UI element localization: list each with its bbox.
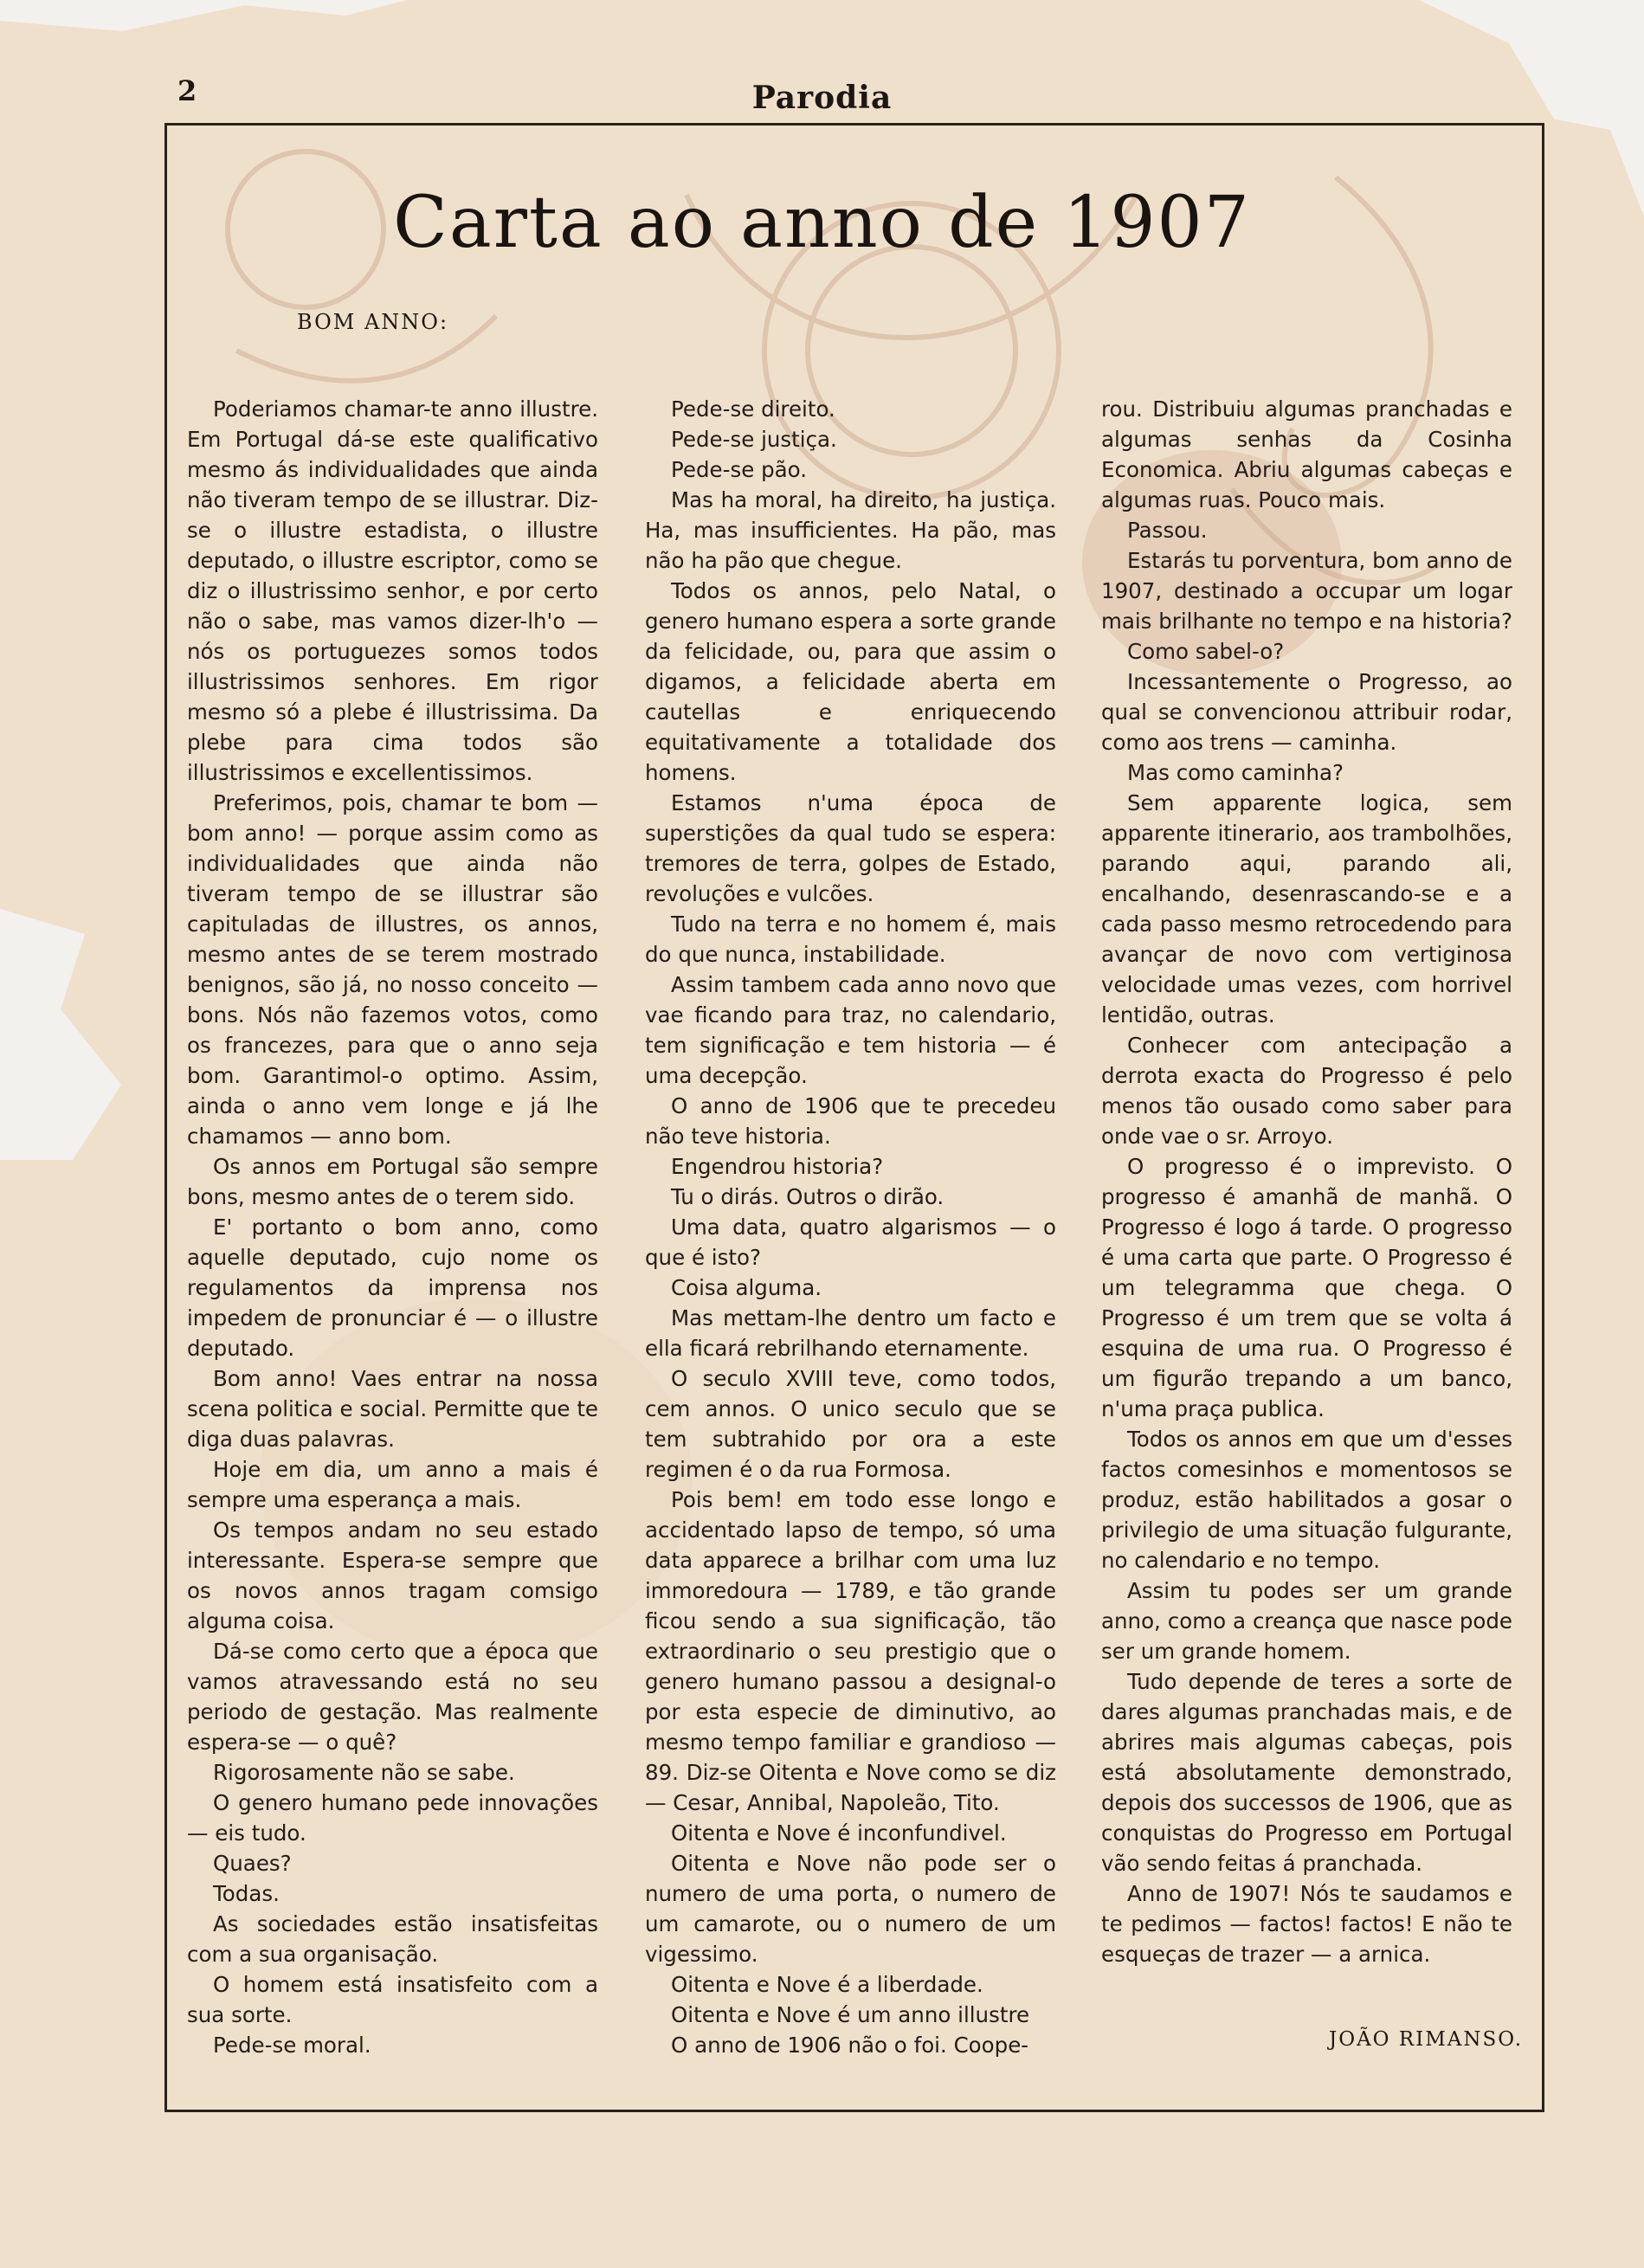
salutation: BOM ANNO:	[297, 310, 449, 334]
paragraph: Tudo na terra e no homem é, mais do que nunca, instabilidade.	[645, 912, 1056, 967]
torn-edge	[0, 0, 407, 52]
paragraph: rou. Distribuiu algumas pranchadas e algumas senhas da Cosinha Economica. Abriu algumas cabeças e algumas ruas. Pouco mais.	[1101, 396, 1512, 512]
author-signature: JOÃO RIMANSO.	[1329, 2028, 1524, 2051]
paragraph: Os annos em Portugal são sempre bons, mesmo antes de o terem sido.	[187, 1154, 598, 1209]
paragraph: O anno de 1906 que te precedeu não teve historia.	[645, 1093, 1056, 1149]
paragraph: O genero humano pede innovações — eis tudo.	[187, 1790, 598, 1846]
paragraph: Assim tambem cada anno novo que vae ficando para traz, no calendario, tem significação e tem historia — é uma decepção.	[645, 972, 1056, 1088]
paragraph: Conhecer com antecipação a derrota exacta do Progresso é pelo menos tão ousado como saber para onde vae o sr. Arroyo.	[1101, 1033, 1512, 1149]
paragraph: Incessantemente o Progresso, ao qual se convencionou attribuir rodar, como aos trens — caminha.	[1101, 669, 1512, 755]
paragraph: O homem está insatisfeito com a sua sorte.	[187, 1972, 598, 2027]
paragraph: Mas ha moral, ha direito, ha justiça. Ha, mas insufficientes. Ha pão, mas não ha pão que chegue.	[645, 487, 1056, 573]
paragraph: Quaes?	[213, 1851, 292, 1876]
paragraph: Oitenta e Nove não pode ser o numero de uma porta, o numero de um camarote, ou o numero de um vigessimo.	[645, 1851, 1056, 1967]
paragraph: O progresso é o imprevisto. O progresso é amanhã de manhã. O Progresso é logo á tarde. O progresso é uma carta que parte. O Progresso é um telegramma que chega. O Progresso é um trem que se volta á esquina de uma rua. O Progresso é um figurão trepando a um banco, n'uma praça publica.	[1101, 1154, 1512, 1421]
text-column-3	[1101, 394, 1512, 1969]
paragraph: Mas mettam-lhe dentro um facto e ella ficará rebrilhando eternamente.	[645, 1305, 1056, 1361]
page-number: 2	[177, 74, 197, 107]
paragraph: Estamos n'uma época de superstições da qual tudo se espera: tremores de terra, golpes de Estado, revoluções e vulcões.	[645, 790, 1056, 906]
journal-title: Parodia	[751, 80, 893, 116]
paragraph: E' portanto o bom anno, como aquelle deputado, cujo nome os regulamentos da imprensa nos impedem de pronunciar é — o illustre deputado.	[187, 1215, 598, 1361]
paragraph: Tudo depende de teres a sorte de dares algumas pranchadas mais, e de abrires mais algumas cabeças, pois está absolutamente demonstrado, depois dos successos de 1906, que as conquistas do Progresso em Portugal vão sendo feitas á pranchada.	[1101, 1669, 1512, 1876]
paragraph: Mas como caminha?	[1127, 760, 1344, 785]
paragraph: Todos os annos, pelo Natal, o genero humano espera a sorte grande da felicidade, ou, para que assim o digamos, a felicidade aberta em cautellas e enriquecendo equitativamente a totalidade dos homens.	[645, 578, 1056, 785]
paragraph: Anno de 1907! Nós te saudamos e te pedimos — factos! factos! E não te esqueças de trazer — a arnica.	[1101, 1881, 1512, 1967]
text-column-1	[187, 394, 598, 2060]
paragraph: Coisa alguma.	[671, 1275, 822, 1300]
paragraph: Sem apparente logica, sem apparente itinerario, aos trambolhões, parando aqui, parando ali, encalhando, desenrascando-se e a cada passo mesmo retrocedendo para avançar de novo com vertiginosa velocidade umas vezes, com horrivel lentidão, outras.	[1101, 790, 1512, 1028]
paragraph: Passou.	[1127, 518, 1208, 543]
paragraph: Preferimos, pois, chamar te bom — bom anno! — porque assim como as individualidades que ainda não tiveram tempo de se illustrar são capituladas de illustres, os annos, mesmo antes de se terem mostrado benignos, são já, no nosso conceito — bons. Nós não fazemos votos, como os francezes, para que o anno seja bom. Garantimol-o optimo. Assim, ainda o anno vem longe e já lhe chamamos — anno bom.	[187, 790, 598, 1149]
paragraph: Estarás tu porventura, bom anno de 1907, destinado a occupar um logar mais brilhante no tempo e na historia?	[1101, 548, 1512, 634]
paragraph: O anno de 1906 não o foi. Coope-	[671, 2033, 1029, 2058]
paragraph: Pede-se moral.	[213, 2033, 371, 2058]
paragraph: O seculo XVIII teve, como todos, cem annos. O unico seculo que se tem subtrahido por ora a este regimen é o da rua Formosa.	[645, 1366, 1056, 1482]
paragraph: As sociedades estão insatisfeitas com a sua organisação.	[187, 1911, 598, 1967]
paragraph: Oitenta e Nove é inconfundivel.	[671, 1820, 1007, 1846]
paragraph: Todas.	[213, 1881, 280, 1906]
text-column-2	[645, 394, 1056, 2060]
paragraph: Oitenta e Nove é um anno illustre	[671, 2002, 1030, 2027]
paragraph: Todos os annos em que um d'esses factos comesinhos e momentosos se produz, estão habilitados a gosar o privilegio de uma situação fulgurante, no calendario e no tempo.	[1101, 1427, 1512, 1573]
paragraph: Hoje em dia, um anno a mais é sempre uma esperança a mais.	[187, 1457, 598, 1512]
paragraph: Pede-se direito.	[671, 396, 835, 422]
paragraph: Uma data, quatro algarismos — o que é isto?	[645, 1215, 1056, 1270]
paragraph: Dá-se como certo que a época que vamos atravessando está no seu periodo de gestação. Mas realmente espera-se — o quê?	[187, 1639, 598, 1755]
paragraph: Poderiamos chamar-te anno illustre. Em Portugal dá-se este qualificativo mesmo ás individualidades que ainda não tiveram tempo de se illustrar. Diz-se o illustre estadista, o illustre deputado, o illustre escriptor, como se diz o illustrissimo senhor, e por certo não o sabe, mas vamos dizer-lh'o — nós os portuguezes somos todos illustrissimos senhores. Em rigor mesmo só a plebe é illustrissima. Da plebe para cima todos são illustrissimos e excellentissimos.	[187, 396, 598, 785]
paragraph: Rigorosamente não se sabe.	[213, 1760, 515, 1785]
paragraph: Os tempos andam no seu estado interessante. Espera-se sempre que os novos annos tragam comsigo alguma coisa.	[187, 1517, 598, 1633]
paragraph: Pede-se justiça.	[671, 427, 837, 452]
paragraph: Assim tu podes ser um grande anno, como a creança que nasce pode ser um grande homem.	[1101, 1578, 1512, 1664]
paragraph: Engendrou historia?	[671, 1154, 884, 1179]
paragraph: Pede-se pão.	[671, 457, 807, 482]
paragraph: Oitenta e Nove é a liberdade.	[671, 1972, 983, 1997]
paragraph: Bom anno! Vaes entrar na nossa scena politica e social. Permitte que te diga duas palavras.	[187, 1366, 598, 1452]
paragraph: Tu o dirás. Outros o dirão.	[671, 1184, 944, 1209]
article-title: Carta ao anno de 1907	[393, 182, 1251, 264]
paragraph: Pois bem! em todo esse longo e accidentado lapso de tempo, só uma data apparece a brilhar com uma luz immoredoura — 1789, e tão grande ficou sendo a sua significação, tão extraordinario o seu prestigio que o genero humano passou a designal-o por esta especie de diminutivo, ao mesmo tempo familiar e grandioso — 89. Diz-se Oitenta e Nove como se diz — Cesar, Annibal, Napoleão, Tito.	[645, 1487, 1056, 1815]
paragraph: Como sabel-o?	[1127, 639, 1285, 664]
torn-edge	[0, 909, 121, 1160]
